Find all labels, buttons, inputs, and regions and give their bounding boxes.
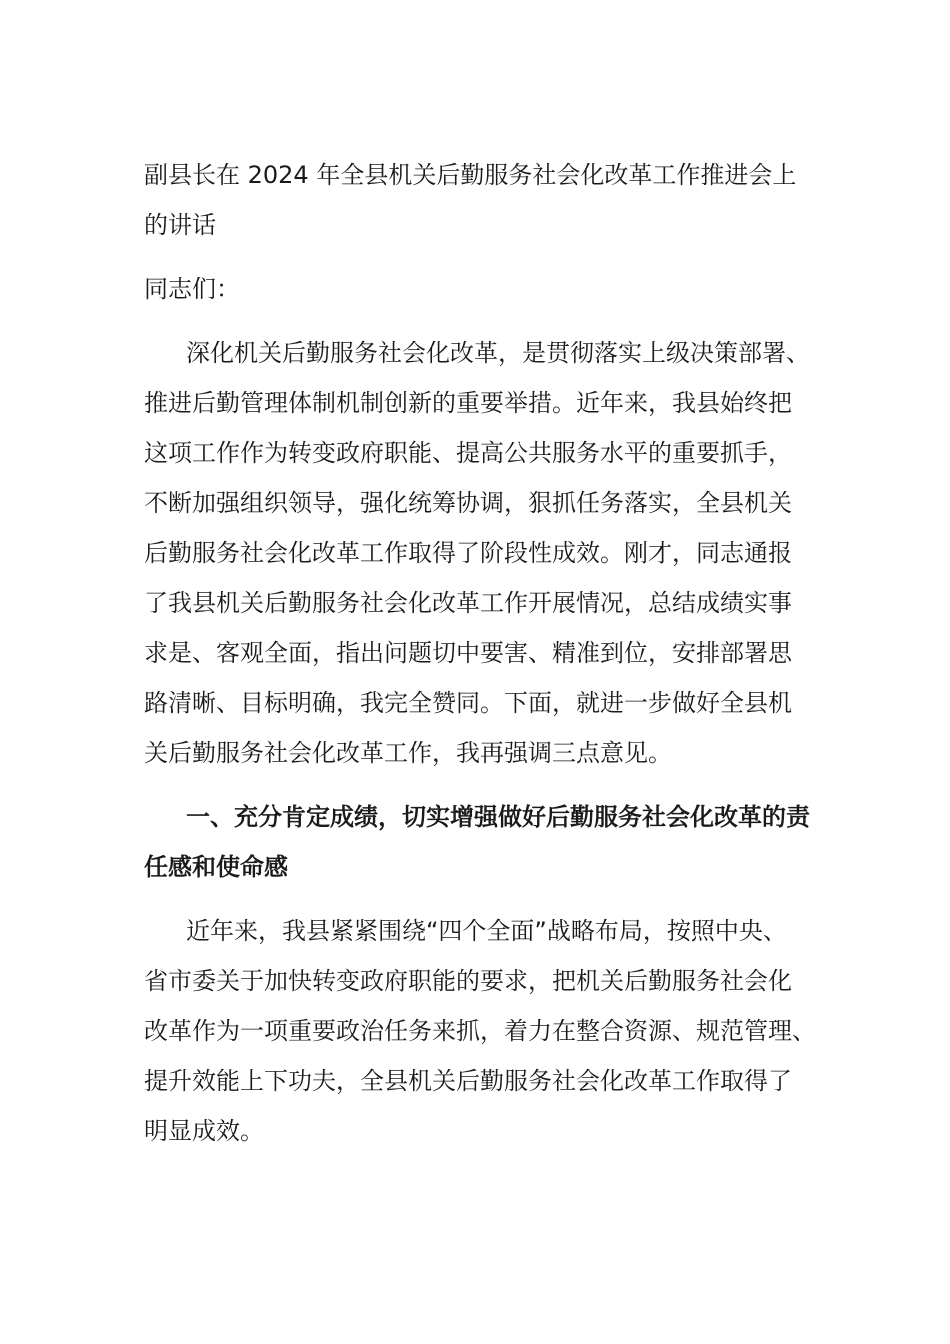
paragraph-line: 明显成效。 [144, 1117, 264, 1145]
title-line: 的讲话 [144, 211, 216, 239]
heading-line: 任感和使命感 [144, 853, 288, 881]
paragraph-line: 改革作为一项重要政治任务来抓，着力在整合资源、规范管理、 [144, 1017, 816, 1045]
paragraph-line: 后勤服务社会化改革工作取得了阶段性成效。刚才，同志通报 [144, 539, 792, 567]
paragraph-line: 了我县机关后勤服务社会化改革工作开展情况，总结成绩实事 [144, 589, 792, 617]
paragraph-line: 近年来，我县紧紧围绕“四个全面”战略布局，按照中央、 [186, 917, 787, 945]
paragraph-line: 提升效能上下功夫，全县机关后勤服务社会化改革工作取得了 [144, 1067, 792, 1095]
paragraph-line: 省市委关于加快转变政府职能的要求，把机关后勤服务社会化 [144, 967, 792, 995]
section-heading-1 [144, 792, 810, 892]
paragraph-line: 求是、客观全面，指出问题切中要害、精准到位，安排部署思 [144, 639, 792, 667]
title-line: 副县长在 2024 年全县机关后勤服务社会化改革工作推进会上 [144, 161, 797, 189]
paragraph-line: 深化机关后勤服务社会化改革，是贯彻落实上级决策部署、 [186, 339, 810, 367]
paragraph-line: 路清晰、目标明确，我完全赞同。下面，就进一步做好全县机 [144, 689, 792, 717]
document-body [144, 150, 816, 1156]
paragraph-intro [144, 328, 810, 778]
heading-line: 一、充分肯定成绩，切实增强做好后勤服务社会化改革的责 [186, 803, 810, 831]
paragraph-line: 推进后勤管理体制机制创新的重要举措。近年来，我县始终把 [144, 389, 792, 417]
paragraph-line: 不断加强组织领导，强化统筹协调，狠抓任务落实，全县机关 [144, 489, 792, 517]
salutation: 同志们： [144, 275, 240, 303]
paragraph-line: 关后勤服务社会化改革工作，我再强调三点意见。 [144, 739, 672, 767]
document-title [144, 150, 810, 250]
paragraph-achievements [144, 906, 816, 1156]
paragraph-line: 这项工作作为转变政府职能、提高公共服务水平的重要抓手， [144, 439, 792, 467]
